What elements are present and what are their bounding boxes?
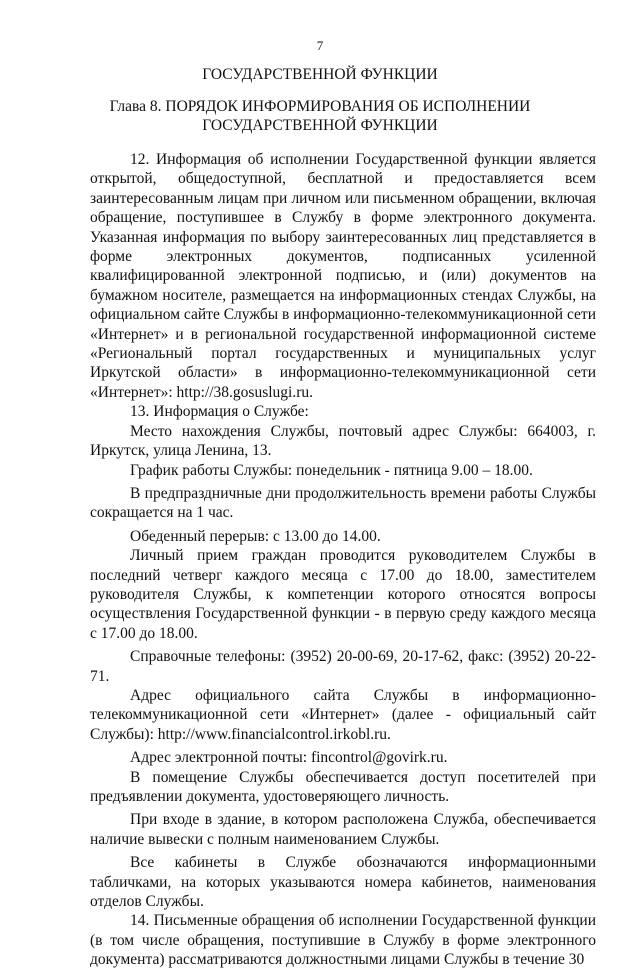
paragraph-email: Адрес электронной почты: fincontrol@govirk.ru. <box>130 749 448 767</box>
paragraph-cabinet-plates: Все кабинеты в Службе обозначаются информационными табличками, на которых указываются номера кабинетов, наименования отделов Службы. <box>90 854 596 911</box>
chapter-title <box>0 97 640 135</box>
paragraph-lunch-break: Обеденный перерыв: с 13.00 до 14.00. <box>130 527 381 545</box>
paragraph-schedule: График работы Службы: понедельник - пятница 9.00 – 18.00. <box>130 461 533 479</box>
page-number: 7 <box>316 38 324 53</box>
running-header: ГОСУДАРСТВЕННОЙ ФУНКЦИИ <box>202 66 438 83</box>
paragraph-14-written-appeals: 14. Письменные обращения об исполнении Государственной функции (в том числе обращения, поступившие в Службу в форме электронного документа) рассматриваются должностными лицами Службы в течение 30 <box>90 912 596 969</box>
paragraph-access: В помещение Службы обеспечивается доступ посетителей при предъявлении документа, удостоверяющего личность. <box>90 768 596 805</box>
paragraph-personal-reception: Личный прием граждан проводится руководителем Службы в последний четверг каждого месяца с 17.00 до 18.00, заместителем руководителя Службы, к компетенции которого относятся вопросы осуществления Государственной функции - в первую среду каждого месяца с 17.00 до 18.00. <box>90 547 596 642</box>
paragraph-12-info-openness: 12. Информация об исполнении Государственной функции является открытой, общедоступной, бесплатной и предоставляется всем заинтересованным лицам при личном или письменном обращении, включая обращение, поступившее в Службу в форме электронного документа. Указанная информация по выбору заинтересованных лиц представляется в форме электронных документов, подписанных усиленной квалифицированной электронной подписью, и (или) документов на бумажном носителе, размещается на информационных стендах Службы, на официальном сайте Службы в информационно-телекоммуникационной сети «Интернет» и в региональной государственной информационной системе «Региональный портал государственных и муниципальных услуг Иркутской области» в информационно-телекоммуникационной сети «Интернет»: http://38.gosuslugi.ru. <box>90 151 596 401</box>
paragraph-13-heading: 13. Информация о Службе: <box>130 403 309 421</box>
paragraph-location: Место нахождения Службы, почтовый адрес Службы: 664003, г. Иркутск, улица Ленина, 13. <box>90 422 596 460</box>
paragraph-phones: Справочные телефоны: (3952) 20-00-69, 20-17-62, факс: (3952) 20-22-71. <box>90 648 596 685</box>
paragraph-website: Адрес официального сайта Службы в информационно-телекоммуникационной сети «Интернет» (далее - официальный сайт Службы): http://www.financialcontrol.irkobl.ru. <box>90 686 596 743</box>
paragraph-signage: При входе в здание, в котором расположена Служба, обеспечивается наличие вывески с полным наименованием Службы. <box>90 811 596 848</box>
paragraph-preholiday: В предпраздничные дни продолжительность времени работы Службы сокращается на 1 час. <box>90 484 596 522</box>
chapter-title-line-2: ГОСУДАРСТВЕННОЙ ФУНКЦИИ <box>202 117 438 134</box>
chapter-title-line-1: Глава 8. ПОРЯДОК ИНФОРМИРОВАНИЯ ОБ ИСПОЛНЕНИИ <box>109 98 531 115</box>
document-body <box>90 150 596 970</box>
